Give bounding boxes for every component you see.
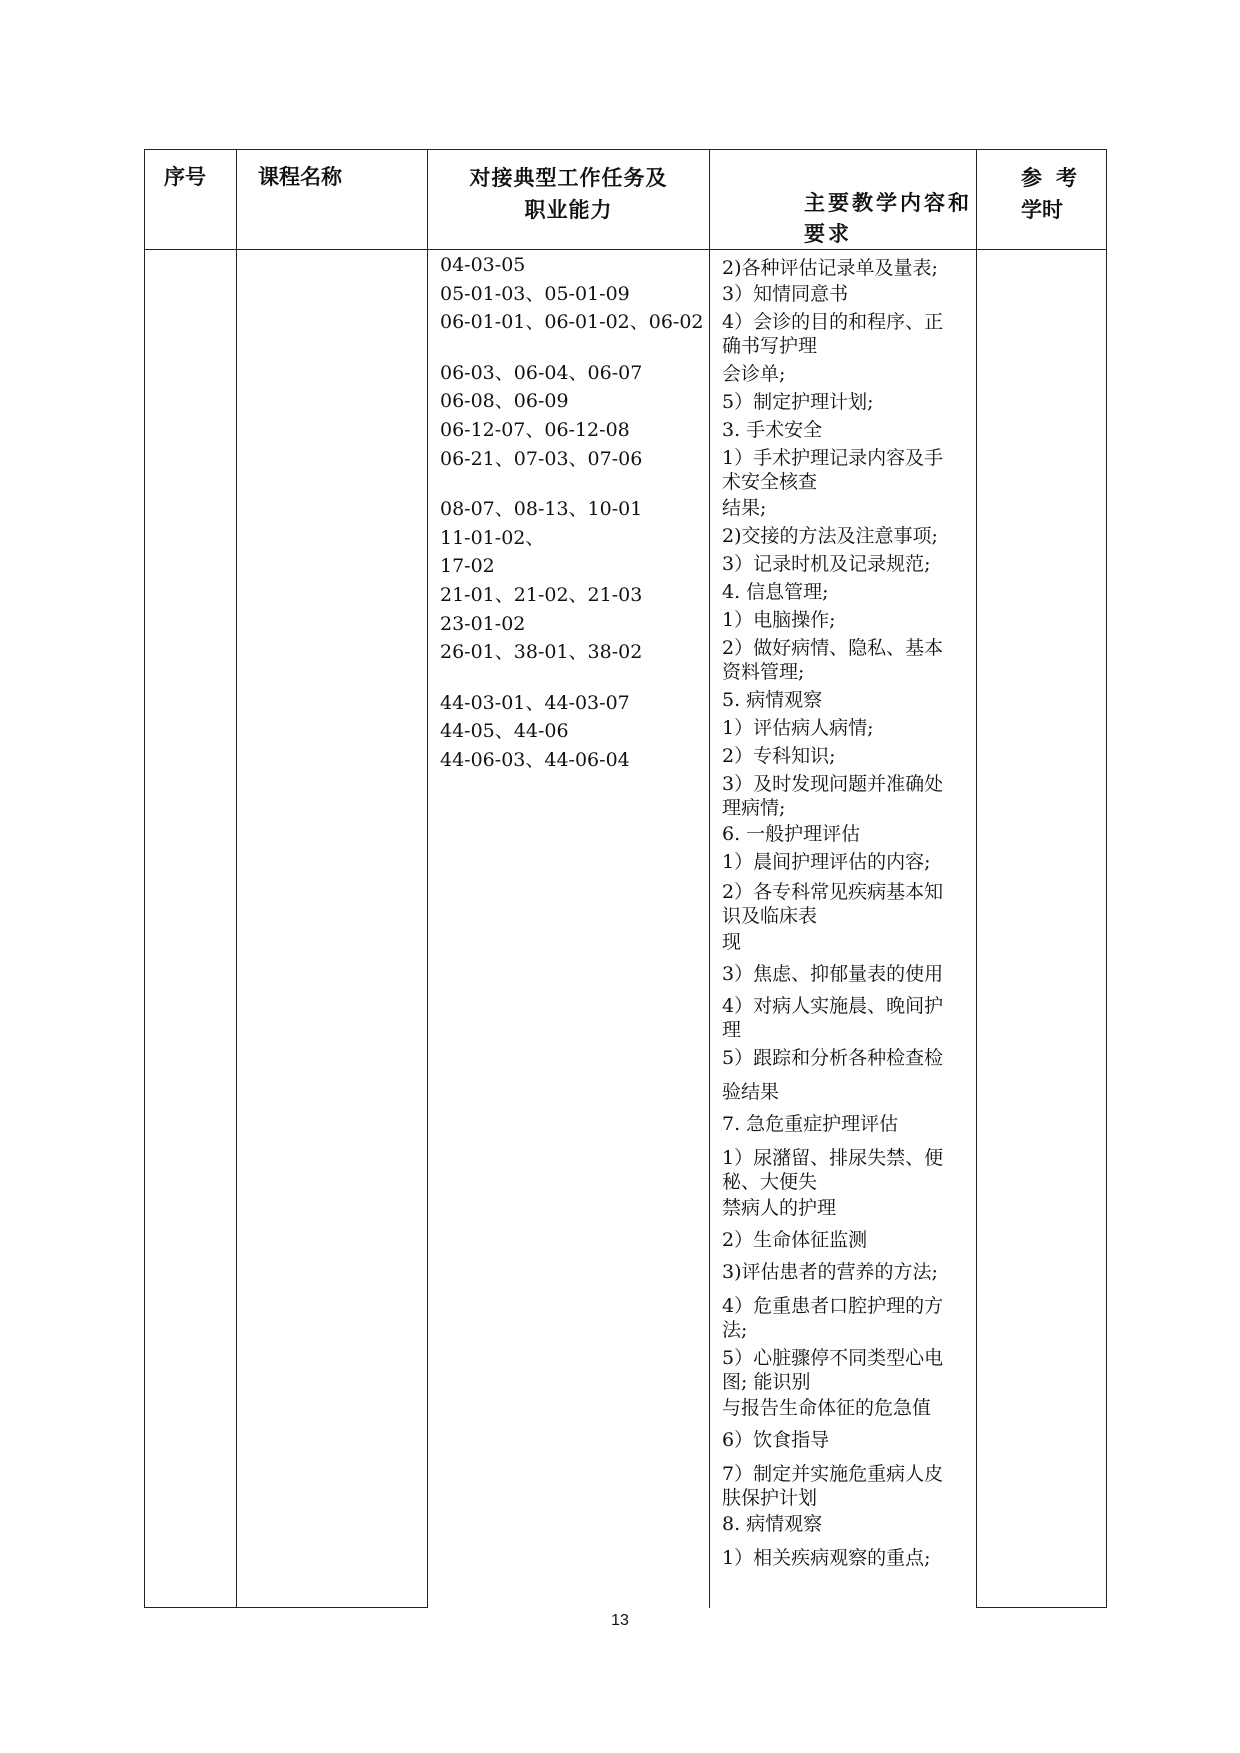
col-border-3 [709,149,710,1608]
requirement-line: 5）心脏骤停不同类型心电 [722,1347,944,1369]
task-code-line: 06-08、06-09 [440,390,569,413]
requirement-line: 理病情; [722,797,786,819]
requirement-line: 1）电脑操作; [722,609,836,631]
requirement-line: 术安全核查 [722,471,818,493]
col-border-1 [236,149,237,1608]
requirement-line: 4. 信息管理; [722,581,829,603]
requirement-line: 会诊单; [722,363,786,385]
header-tasks [428,162,709,226]
task-code-line: 23-01-02 [440,612,526,635]
header-tasks-line1: 对接典型工作任务及 [469,166,668,190]
col-border-2 [427,149,428,1608]
table-bottom-border-right [976,1607,1107,1608]
task-code-line: 06-12-07、06-12-08 [440,418,630,441]
task-code-line: 06-03、06-04、06-07 [440,361,643,384]
requirement-line: 5）制定护理计划; [722,391,874,413]
requirement-line: 1）手术护理记录内容及手 [722,447,944,469]
requirement-line: 6）饮食指导 [722,1429,830,1451]
requirement-line: 验结果 [722,1081,780,1103]
requirement-line: 理 [722,1019,742,1041]
requirement-line: 3）及时发现问题并准确处 [722,773,944,795]
header-hours-line2: 学时 [1021,198,1063,222]
requirement-line: 图; 能识别 [722,1371,811,1393]
task-code-line: 05-01-03、05-01-09 [440,282,630,305]
task-code-line: 08-07、08-13、10-01 [440,498,643,521]
task-code-line: 06-01-01、06-01-02、06-02 [440,311,704,334]
requirement-line: 1）尿潴留、排尿失禁、便 [722,1147,944,1169]
requirement-line: 结果; [722,497,767,519]
requirement-line: 1）评估病人病情; [722,717,874,739]
requirement-line: 法; [722,1319,748,1341]
requirement-line: 肤保护计划 [722,1487,818,1509]
requirement-line: 资料管理; [722,661,805,683]
task-code-line: 06-21、07-03、07-06 [440,447,643,470]
requirement-line: 7. 急危重症护理评估 [722,1113,899,1135]
header-course-name: 课程名称 [258,165,342,189]
requirement-line: 5. 病情观察 [722,689,823,711]
col-border-left [144,149,145,1608]
requirement-line: 1）相关疾病观察的重点; [722,1547,931,1569]
task-code-line [440,667,708,689]
task-code-line: 11-01-02、 [440,526,545,549]
requirement-line: 6. 一般护理评估 [722,823,861,845]
task-code-line [440,473,708,495]
requirement-line: 1）晨间护理评估的内容; [722,851,931,873]
requirements-column [722,0,976,1600]
task-code-line: 26-01、38-01、38-02 [440,641,643,664]
requirement-line: 禁病人的护理 [722,1197,837,1219]
header-hours-line1: 参考 [1021,166,1091,190]
requirement-line: 现 [722,931,742,953]
requirement-line: 2)交接的方法及注意事项; [722,525,938,547]
col-border-right [1106,149,1107,1608]
requirement-line: 识及临床表 [722,905,818,927]
task-code-line: 44-03-01、44-03-07 [440,691,630,714]
table-bottom-border [144,1607,428,1608]
requirement-line: 2）生命体征监测 [722,1229,868,1251]
requirement-line: 7）制定并实施危重病人皮 [722,1463,944,1485]
requirement-line: 2）做好病情、隐私、基本 [722,637,944,659]
requirement-line: 2)各种评估记录单及量表; [722,257,938,279]
requirement-line: 确书写护理 [722,335,818,357]
requirement-line: 3）记录时机及记录规范; [722,553,931,575]
task-code-line: 44-06-03、44-06-04 [440,748,630,771]
task-code-line [440,337,708,359]
requirement-line: 与报告生命体征的危急值 [722,1397,932,1419]
requirement-line: 3）知情同意书 [722,283,849,305]
requirement-line: 8. 病情观察 [722,1513,823,1535]
requirement-line: 4）会诊的目的和程序、正 [722,311,944,333]
task-code-line: 44-05、44-06 [440,720,569,743]
requirement-line: 3. 手术安全 [722,419,823,441]
requirement-line: 2）专科知识; [722,745,836,767]
requirement-line: 5）跟踪和分析各种检查检 [722,1047,944,1069]
requirement-line: 秘、大便失 [722,1171,818,1193]
header-tasks-line2: 职业能力 [524,198,613,222]
requirement-line: 4）对病人实施晨、晚间护 [722,995,944,1017]
requirement-line: 4）危重患者口腔护理的方 [722,1295,944,1317]
requirement-line: 3)评估患者的营养的方法; [722,1261,938,1283]
task-codes-column [440,251,708,775]
requirement-line: 2）各专科常见疾病基本知 [722,881,944,903]
task-code-line: 21-01、21-02、21-03 [440,583,643,606]
requirement-line: 3）焦虑、抑郁量表的使用 [722,963,944,985]
header-index: 序号 [164,165,206,189]
header-content-line2: 要求 [804,222,852,246]
header-content-line1: 主要教学内容和 [804,191,972,215]
col-border-4 [976,149,977,1608]
task-code-line: 04-03-05 [440,254,526,276]
page-number: 13 [611,1612,629,1629]
task-code-line: 17-02 [440,555,495,578]
